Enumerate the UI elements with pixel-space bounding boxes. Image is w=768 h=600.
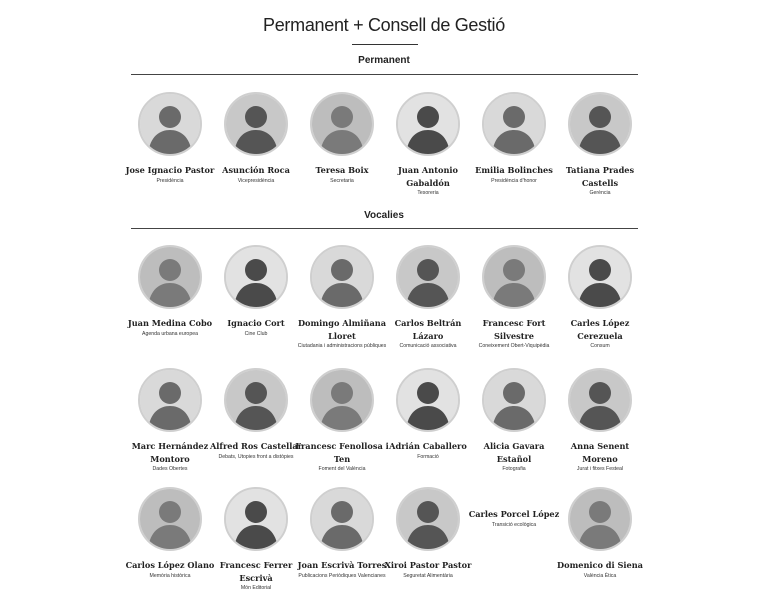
member-photo (568, 368, 632, 432)
member-card (380, 92, 476, 197)
member-name: Francesc Ferrer Escrivà (219, 560, 293, 583)
member-role: Presidència d'honor (491, 177, 537, 184)
section-divider-vocalies (131, 228, 638, 229)
member-role: Formació (417, 453, 439, 460)
member-name: Ignacio Cort (227, 318, 285, 328)
member-photo (568, 92, 632, 156)
member-role: Vicepresidència (237, 177, 275, 184)
member-photo (224, 368, 288, 432)
member-card (380, 245, 476, 350)
member-name: Tatiana Prades Castells (565, 165, 635, 188)
member-name: Alicia Gavara Estañol (483, 441, 545, 464)
member-role: Cine Club (244, 330, 268, 337)
member-card (122, 368, 218, 473)
section-heading-vocalies: Vocalies (364, 210, 404, 221)
member-name: Alfred Ros Castellar (209, 441, 303, 451)
member-card (466, 500, 562, 528)
member-card (552, 368, 648, 473)
member-card (380, 368, 476, 460)
member-card (122, 245, 218, 337)
member-card (552, 245, 648, 350)
member-role: Món Editorial (240, 585, 272, 591)
member-photo (568, 245, 632, 309)
member-role: Publicacions Periòdiques Valencianes (298, 572, 386, 579)
section-heading-permanent: Permanent (358, 55, 410, 66)
member-photo (568, 487, 632, 551)
member-name: Carlos Beltrán Lázaro (394, 318, 462, 341)
member-name: Francesc Fenollosa i Ten (295, 441, 389, 464)
member-name: Emilia Bolinches (475, 165, 553, 175)
member-card (380, 487, 476, 579)
member-role: Transició ecològica (491, 521, 537, 528)
member-photo (482, 245, 546, 309)
member-name: Carles Porcel López (468, 509, 560, 519)
member-role: Foment del València (318, 466, 366, 472)
member-card (466, 245, 562, 350)
member-card (294, 368, 390, 473)
member-role: Ciutadania i administracions públiques (297, 343, 387, 349)
member-name: Jose Ignacio Pastor (125, 165, 215, 175)
member-card (294, 245, 390, 350)
member-role: Memòria històrica (149, 572, 191, 579)
member-role: Jurat i fitxes Festeal (576, 466, 624, 472)
page-title: Permanent + Consell de Gestió (263, 15, 505, 35)
member-photo (310, 487, 374, 551)
member-name: Domenico di Siena (557, 560, 643, 570)
member-role: Agenda urbana europea (142, 330, 198, 337)
member-card (208, 368, 304, 460)
member-photo (138, 92, 202, 156)
member-role: Presidència (156, 177, 184, 184)
member-card (208, 92, 304, 184)
member-role: Debats, Utopies front a distòpies (218, 453, 294, 460)
member-photo (224, 92, 288, 156)
member-name: Adrián Caballero (389, 441, 467, 451)
section-divider-permanent (131, 74, 638, 75)
member-name: Juan Antonio Gabaldón (397, 165, 458, 188)
member-card (466, 368, 562, 473)
member-role: València Ètica (583, 572, 617, 579)
member-photo (224, 487, 288, 551)
member-card (552, 92, 648, 197)
member-name: Carlos López Olano (125, 560, 215, 570)
member-photo (396, 245, 460, 309)
member-name: Carles López Cerezuela (570, 318, 630, 341)
title-underline (352, 44, 418, 45)
member-role: Gerència (589, 190, 611, 196)
member-name: Francesc Fort Silvestre (482, 318, 546, 341)
member-card (294, 487, 390, 579)
member-card (466, 92, 562, 184)
member-photo (224, 245, 288, 309)
member-card (122, 92, 218, 184)
member-photo (396, 487, 460, 551)
member-card (122, 487, 218, 579)
member-role: Tesoreria (417, 190, 439, 196)
member-card (208, 245, 304, 337)
member-name: Marc Hernández Montoro (131, 441, 209, 464)
member-name: Xiroi Pastor Pastor (384, 560, 472, 570)
member-photo (482, 368, 546, 432)
member-role: Seguretat Alimentària (403, 572, 453, 579)
member-card (208, 487, 304, 592)
member-name: Teresa Boix (315, 165, 369, 175)
member-photo (310, 368, 374, 432)
member-photo (482, 92, 546, 156)
member-photo (396, 92, 460, 156)
member-role: Secretaria (330, 177, 354, 184)
member-photo (310, 92, 374, 156)
member-role: Fotografia (502, 466, 526, 472)
member-photo (138, 487, 202, 551)
member-card (294, 92, 390, 184)
member-card (552, 487, 648, 579)
member-name: Asunción Roca (222, 165, 290, 175)
member-name: Domingo Almiñana Lloret (297, 318, 387, 341)
member-photo (310, 245, 374, 309)
member-role: Consum (590, 343, 610, 349)
member-name: Anna Senent Moreno (570, 441, 630, 464)
member-role: Dades Obertes (152, 466, 188, 472)
member-role: Comunicació associativa (399, 343, 457, 349)
member-name: Joan Escrivà Torres (297, 560, 387, 570)
member-photo (138, 368, 202, 432)
member-role: Coneixement Obert-Viquipèdia (478, 343, 550, 349)
member-name: Juan Medina Cobo (127, 318, 213, 328)
member-photo (396, 368, 460, 432)
member-photo (138, 245, 202, 309)
